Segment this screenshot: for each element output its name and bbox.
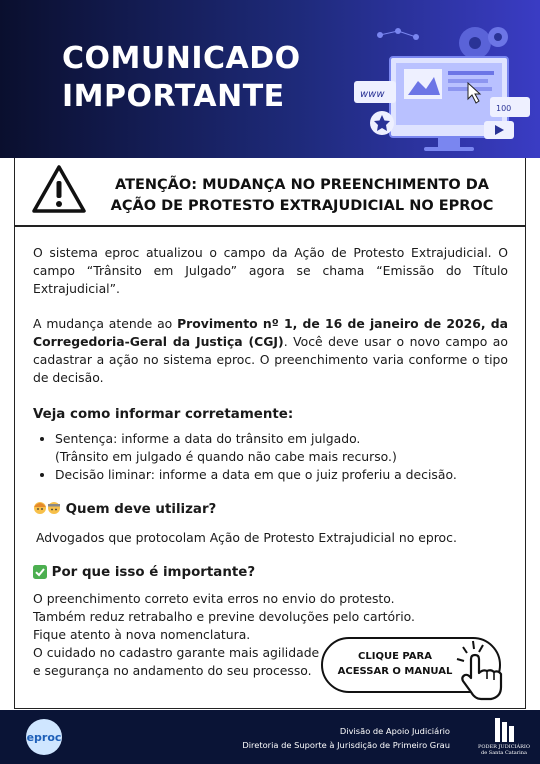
- header-banner: [0, 0, 540, 158]
- list-item: • Decisão liminar: informe a data em que o juiz proferiu a decisão.: [55, 466, 508, 484]
- footer: [0, 710, 540, 764]
- notice-body: [33, 244, 508, 680]
- list-item: • Sentença: informe a data do trânsito em julgado. (Trânsito em julgado é quando não cabe mais recurso.): [55, 430, 508, 466]
- why-line: Fique atento à nova nomenclatura.: [33, 627, 251, 642]
- computer-illustration-icon: [350, 15, 535, 155]
- divider: [15, 225, 525, 227]
- pointing-hand-icon: [449, 637, 511, 701]
- why-line: O cuidado no cadastro garante mais agilidade: [33, 645, 320, 660]
- why-line: e segurança no andamento do seu processo.: [33, 663, 312, 678]
- www-label: www: [360, 89, 385, 100]
- notice-card: [14, 158, 526, 709]
- open-manual-button[interactable]: [321, 637, 501, 693]
- badge-label: 100: [496, 104, 512, 113]
- provimento-reference: Provimento nº 1, de 16 de janeiro de 2026, da Corregedoria-Geral da Justiça (CGJ): [33, 316, 508, 349]
- warning-icon: [31, 163, 87, 215]
- alert-title: ATENÇÃO: MUDANÇA NO PREENCHIMENTO DA AÇÃO DE PROTESTO EXTRAJUDICIAL NO EPROC: [110, 177, 494, 214]
- howto-list: [33, 430, 508, 484]
- check-mark-icon: [33, 565, 47, 579]
- paragraph-provimento: A mudança atende ao Provimento nº 1, de 16 de janeiro de 2026, da Corregedoria-Geral da Justiça (CGJ). Você deve usar o novo campo ao cadastrar a ação no sistema eproc. O preenchimento varia conforme o tipo de decisão.: [33, 316, 508, 385]
- eproc-logo-icon: [26, 719, 62, 755]
- section-heading-howto: Veja como informar corretamente:: [33, 407, 294, 422]
- paragraph-intro: O sistema eproc atualizou o campo da Ação de Protesto Extrajudicial. O campo “Trânsito em Julgado” agora se chama “Emissão do Título Extrajudicial”.: [33, 245, 508, 296]
- footer-credits: Divisão de Apoio Judiciário Diretoria de Suporte à Jurisdição de Primeiro Grau: [242, 726, 450, 750]
- page-title: COMUNICADO IMPORTANTE: [62, 41, 301, 114]
- why-line: O preenchimento correto evita erros no envio do protesto.: [33, 591, 395, 606]
- section-heading-why: Por que isso é importante?: [33, 564, 508, 582]
- why-line: Também reduz retrabalho e previne devoluções pelo cartório.: [33, 609, 415, 624]
- eproc-logo-text: eproc: [26, 731, 62, 744]
- people-emoji-icon: [33, 501, 61, 516]
- who-text: Advogados que protocolam Ação de Protesto Extrajudicial no eproc.: [36, 530, 457, 545]
- poder-judiciario-label: PODER JUDICIÁRIO de Santa Catarina: [478, 744, 530, 756]
- section-heading-who: Quem deve utilizar?: [33, 501, 508, 519]
- open-manual-label: CLIQUE PARA ACESSAR O MANUAL: [337, 651, 453, 677]
